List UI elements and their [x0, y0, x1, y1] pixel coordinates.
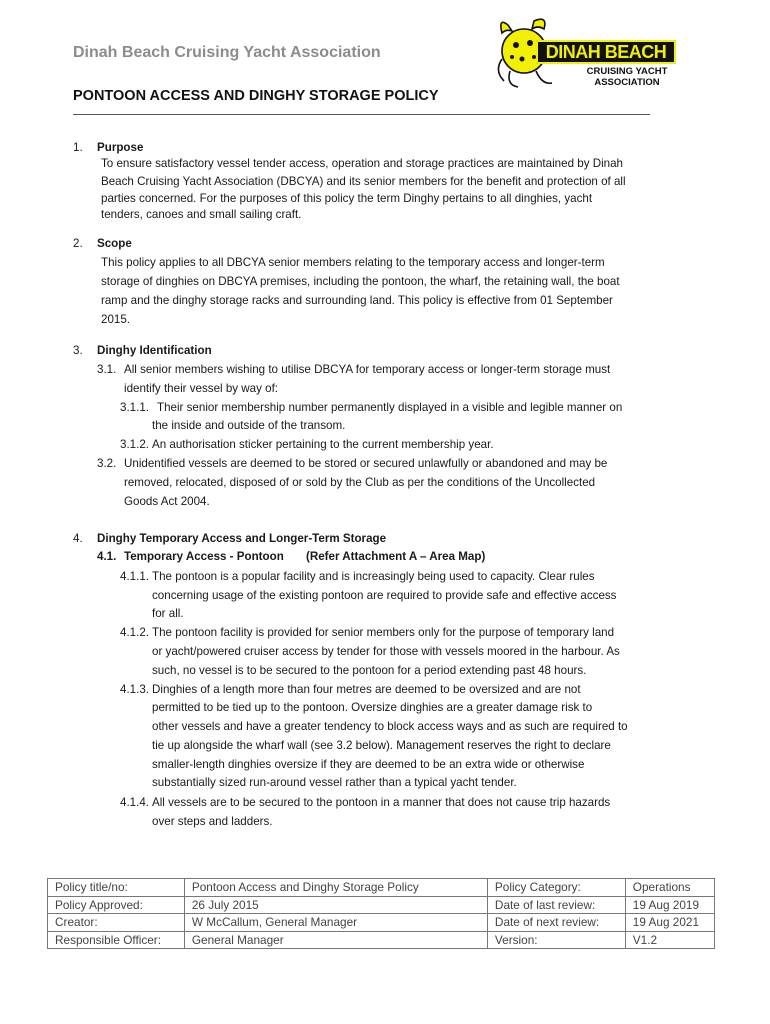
next-review-label: Date of next review:	[487, 914, 625, 932]
clause-4-1-1-line-3: for all.	[152, 607, 184, 620]
policy-title-value: Pontoon Access and Dinghy Storage Policy	[184, 879, 487, 897]
clause-4-1-reference: (Refer Attachment A – Area Map)	[306, 550, 486, 563]
clause-4-1-4-line-1: All vessels are to be secured to the pontoon in a manner that does not cause trip hazards	[152, 796, 611, 809]
clause-3-1-line-1: All senior members wishing to utilise DBCYA for temporary access or longer-term storage must	[124, 363, 611, 376]
section-2-line-4: 2015.	[101, 313, 131, 326]
clause-3-1-2-text: An authorisation sticker pertaining to the current membership year.	[152, 438, 494, 451]
section-1-line-2: Beach Cruising Yacht Association (DBCYA) and its senior members for the benefit and protection of all	[101, 175, 626, 188]
clause-4-1-number: 4.1.	[97, 550, 117, 563]
logo-subtitle	[572, 66, 682, 88]
clause-3-1-1-number: 3.1.1.	[120, 401, 150, 414]
clause-3-1-number: 3.1.	[97, 363, 117, 376]
section-4-title: Dinghy Temporary Access and Longer-Term Storage	[97, 532, 387, 545]
section-1-title: Purpose	[97, 141, 144, 154]
logo-wordmark-text: DINAH BEACH	[545, 42, 667, 62]
policy-approved-label: Policy Approved:	[48, 896, 185, 914]
section-1-line-1: To ensure satisfactory vessel tender access, operation and storage practices are maintained by Dinah	[101, 157, 624, 170]
section-4-number: 4.	[73, 532, 83, 545]
clause-4-1-4-number: 4.1.4.	[120, 796, 150, 809]
clause-4-1-3-line-3: other vessels and have a greater tendency to block access ways and as such are required to	[152, 720, 628, 733]
clause-3-1-1-line-2: the inside and outside of the transom.	[152, 419, 346, 432]
clause-3-2-line-1: Unidentified vessels are deemed to be stored or secured unlawfully or abandoned and may be	[124, 457, 608, 470]
section-2-line-2: storage of dinghies on DBCYA premises, including the pontoon, the wharf, the retaining wall, the boat	[101, 275, 620, 288]
policy-approved-value: 26 July 2015	[184, 896, 487, 914]
policy-title-label: Policy title/no:	[48, 879, 185, 897]
clause-4-1-2-line-2: or yacht/powered cruiser access by tender for those with vessels moored in the harbour. As	[152, 645, 620, 658]
clause-4-1-3-line-2: permitted to be tied up to the pontoon. Oversize dinghies are a greater damage risk to	[152, 701, 593, 714]
version-value: V1.2	[625, 931, 714, 949]
clause-3-2-line-2: removed, relocated, disposed of or sold by the Club as per the conditions of the Uncollected	[124, 476, 596, 489]
table-row	[48, 914, 715, 932]
last-review-value: 19 Aug 2019	[625, 896, 714, 914]
clause-4-1-4-line-2: over steps and ladders.	[152, 815, 273, 828]
clause-4-1-3-line-4: tie up alongside the wharf wall (see 3.2 below). Management reserves the right to declare	[152, 739, 611, 752]
clause-4-1-3-number: 4.1.3.	[120, 683, 150, 696]
section-3-number: 3.	[73, 344, 83, 357]
clause-4-1-title: Temporary Access - Pontoon	[124, 550, 284, 563]
policy-category-value: Operations	[625, 879, 714, 897]
clause-3-1-line-2: identify their vessel by way of:	[124, 382, 279, 395]
section-2-line-3: ramp and the dinghy storage racks and surrounding land. This policy is effective from 01 September	[101, 294, 613, 307]
section-1-line-4: tenders, canoes and small sailing craft.	[101, 208, 302, 221]
clause-3-1-2-number: 3.1.2.	[120, 438, 150, 451]
policy-title: PONTOON ACCESS AND DINGHY STORAGE POLICY	[73, 88, 439, 104]
clause-3-2-line-3: Goods Act 2004.	[124, 495, 210, 508]
creator-label: Creator:	[48, 914, 185, 932]
clause-3-2-number: 3.2.	[97, 457, 117, 470]
logo-wordmark	[536, 40, 676, 64]
section-1-line-3: parties concerned. For the purposes of this policy the term Dinghy pertains to all dinghies, yacht	[101, 192, 593, 205]
policy-category-label: Policy Category:	[487, 879, 625, 897]
clause-4-1-3-line-6: substantially sized run-around vessel rather than a typical yacht tender.	[152, 776, 517, 789]
creator-value: W McCallum, General Manager	[184, 914, 487, 932]
clause-4-1-2-number: 4.1.2.	[120, 626, 150, 639]
clause-3-1-1-line-1: Their senior membership number permanently displayed in a visible and legible manner on	[157, 401, 623, 414]
logo-subtitle-line1: CRUISING YACHT	[586, 66, 668, 77]
title-divider	[73, 114, 650, 115]
table-row	[48, 896, 715, 914]
clause-4-1-2-line-3: such, no vessel is to be secured to the pontoon for a period extending past 48 hours.	[152, 664, 587, 677]
responsible-officer-value: General Manager	[184, 931, 487, 949]
version-label: Version:	[487, 931, 625, 949]
section-2-title: Scope	[97, 237, 132, 250]
clause-4-1-3-line-5: smaller-length dinghies oversize if they are deemed to be an extra wide or otherwise	[152, 758, 585, 771]
logo-subtitle-line2: ASSOCIATION	[594, 77, 660, 88]
clause-4-1-1-line-1: The pontoon is a popular facility and is increasingly being used to capacity. Clear rules	[152, 570, 595, 583]
policy-metadata-table	[47, 878, 715, 949]
clause-4-1-1-number: 4.1.1.	[120, 570, 150, 583]
table-row	[48, 931, 715, 949]
clause-4-1-2-line-1: The pontoon facility is provided for senior members only for the purpose of temporary land	[152, 626, 615, 639]
section-2-line-1: This policy applies to all DBCYA senior members relating to the temporary access and longer-term	[101, 256, 605, 269]
responsible-officer-label: Responsible Officer:	[48, 931, 185, 949]
section-1-number: 1.	[73, 141, 83, 154]
last-review-label: Date of last review:	[487, 896, 625, 914]
section-3-title: Dinghy Identification	[97, 344, 212, 357]
table-row	[48, 879, 715, 897]
section-2-number: 2.	[73, 237, 83, 250]
clause-4-1-1-line-2: concerning usage of the existing pontoon are required to provide safe and effective access	[152, 589, 617, 602]
organization-name: Dinah Beach Cruising Yacht Association	[73, 44, 381, 61]
clause-4-1-3-line-1: Dinghies of a length more than four metres are deemed to be oversized and are not	[152, 683, 581, 696]
next-review-value: 19 Aug 2021	[625, 914, 714, 932]
